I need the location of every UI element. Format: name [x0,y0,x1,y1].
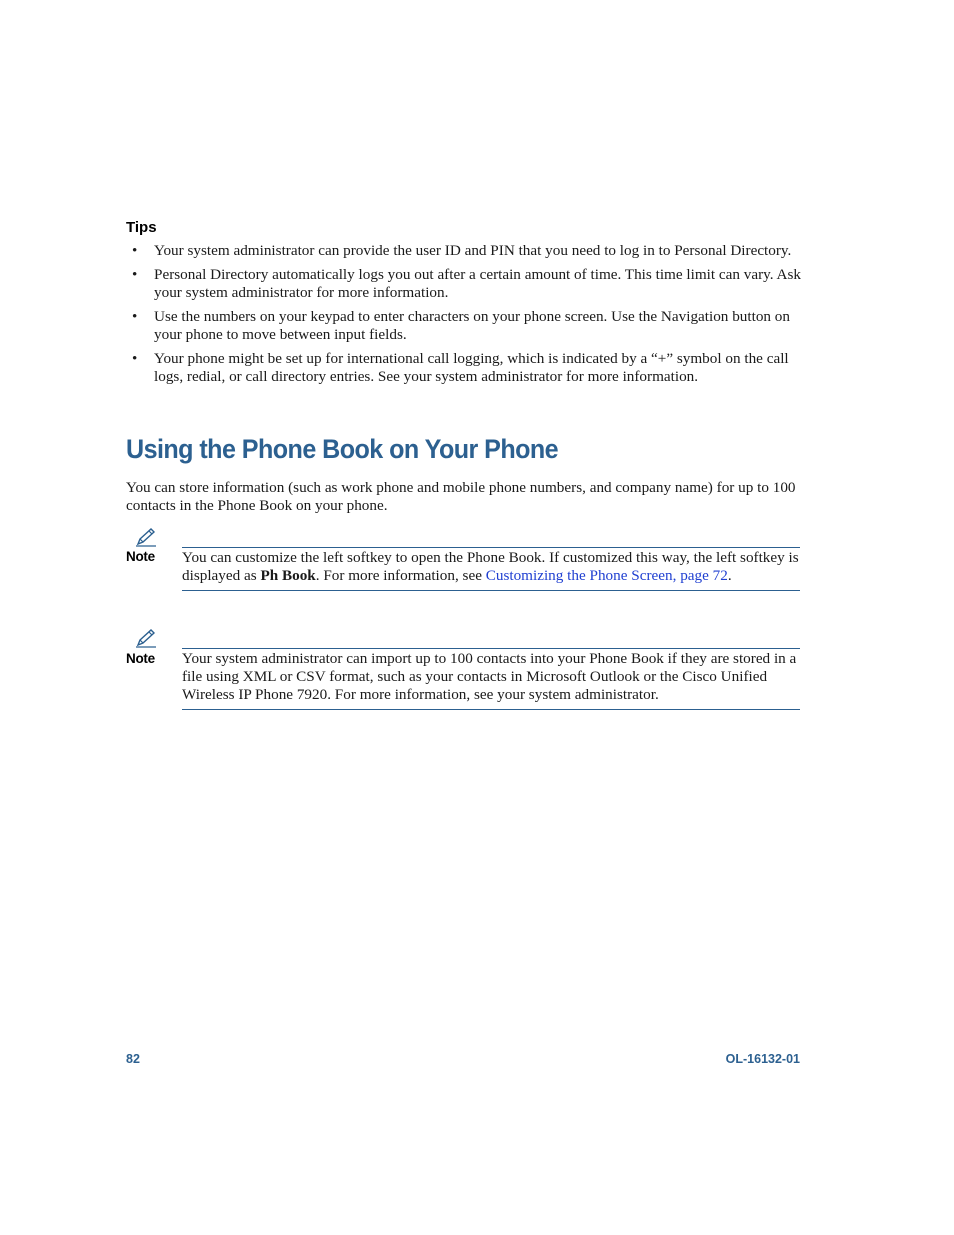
softkey-name: Ph Book [260,567,316,584]
bullet: • [132,350,138,367]
list-item: • Your phone might be set up for international call logging, which is indicated by a “+” symbol on the call logs, redial, or call directory entries. See your system administrator for more information. [132,350,789,385]
bullet: • [132,308,138,325]
section-title: Using the Phone Book on Your Phone [126,434,559,464]
list-item: • Use the numbers on your keypad to enter characters on your phone screen. Use the Navigation button on your phone to move between input fields. [132,308,790,343]
document-id: OL-16132-01 [725,1052,800,1066]
note-label: Note [126,651,155,666]
note-text: Your system administrator can import up to 100 contacts into your Phone Book if they are stored in a file using XML or CSV format, such as your contacts in Microsoft Outlook or the Cisco Unified Wireless IP Phone 7920. For more information, see your system administrator. [182,650,797,703]
pencil-icon [135,527,157,547]
note-box [182,547,800,591]
note-label: Note [126,549,155,564]
intro-paragraph: You can store information (such as work phone and mobile phone numbers, and company name) for up to 100 contacts in the Phone Book on your phone. [126,479,796,514]
note-box [182,648,800,710]
note-text: You can customize the left softkey to open the Phone Book. If customized this way, the left softkey is displayed as Ph Book. For more information, see Customizing the Phone Screen, page 72. [182,549,799,584]
list-item: • Your system administrator can provide the user ID and PIN that you need to log in to Personal Directory. [132,242,792,259]
pencil-icon [135,628,157,648]
list-item: • Personal Directory automatically logs you out after a certain amount of time. This time limit can vary. Ask your system administrator for more information. [132,266,801,301]
tips-list [126,242,806,392]
bullet: • [132,266,138,283]
page-number: 82 [126,1052,140,1066]
bullet: • [132,242,138,259]
tips-heading: Tips [126,219,157,236]
customizing-phone-screen-link[interactable]: Customizing the Phone Screen, page 72 [485,567,728,584]
